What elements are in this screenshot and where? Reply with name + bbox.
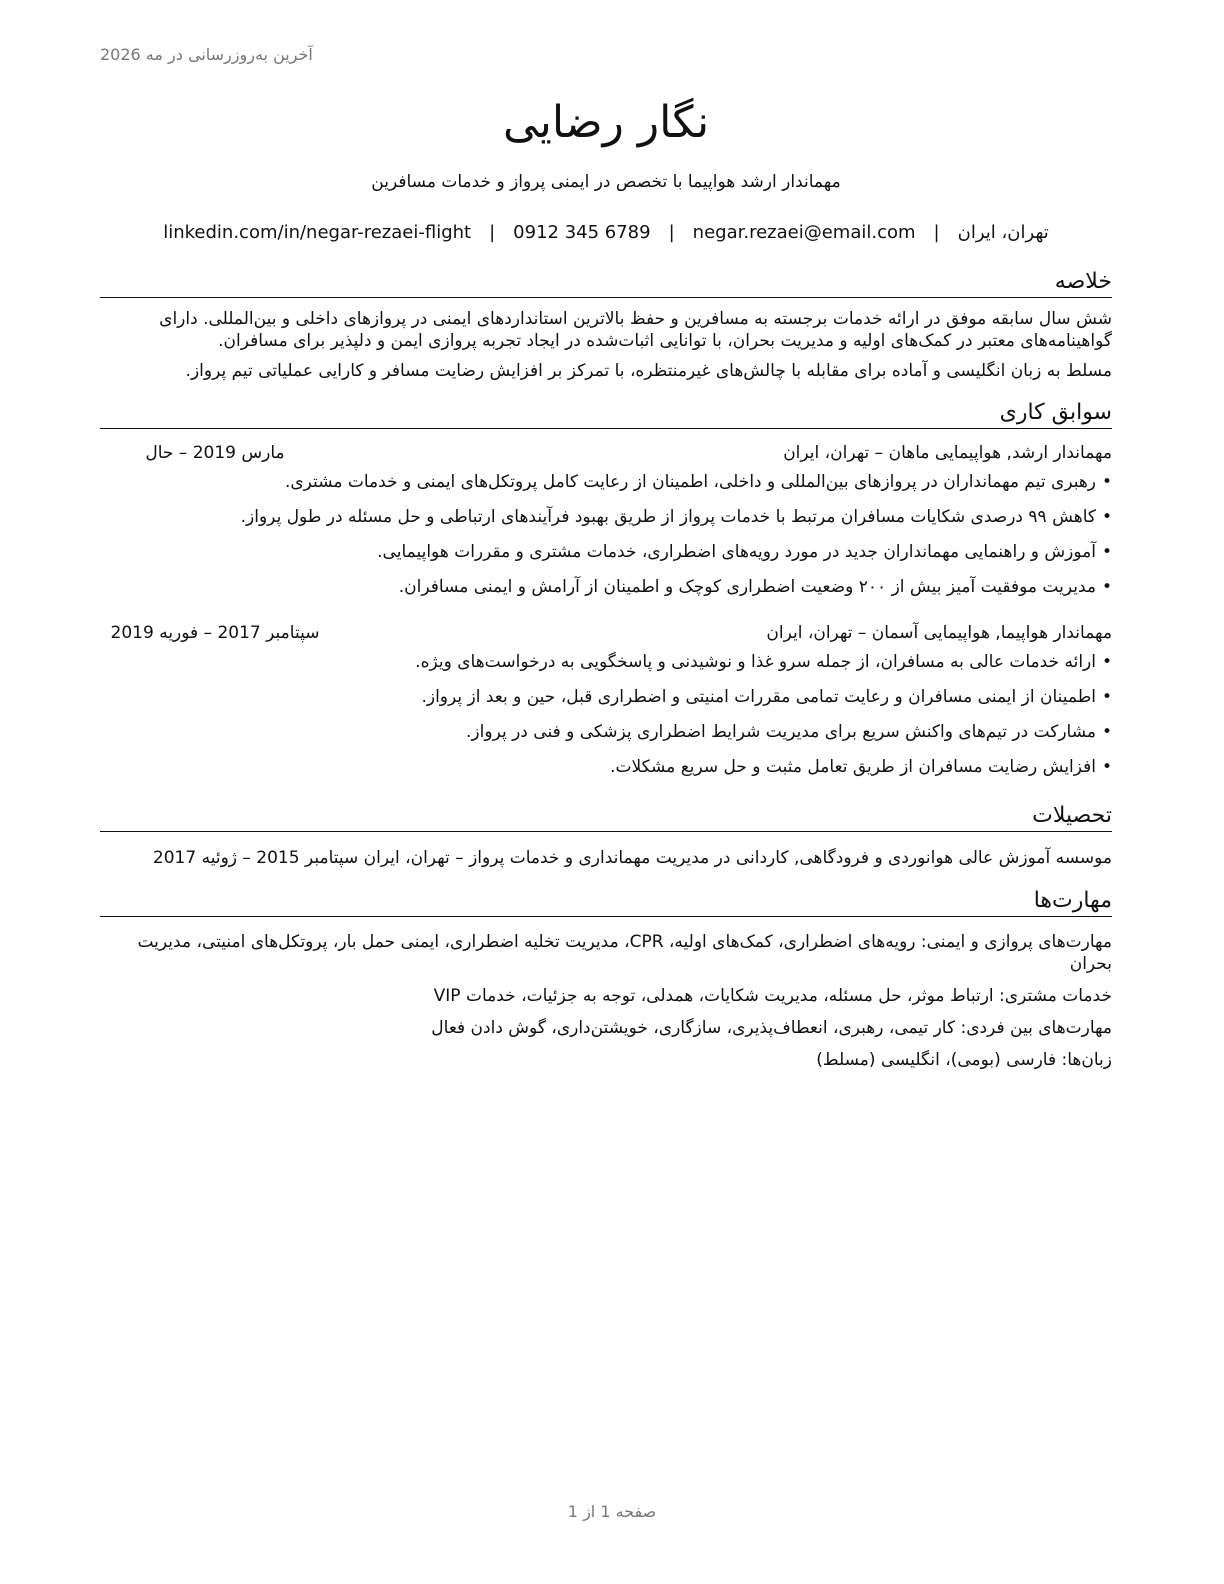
skill-label: زبان‌ها : [1056, 1050, 1112, 1070]
skills-section [100, 886, 1112, 1071]
last-updated-note: آخرین به‌روزرسانی در مه 2026 [100, 45, 313, 64]
contact-location: تهران، ایران [957, 222, 1049, 243]
skill-value: فارسی (بومی)، انگلیسی (مسلط) [816, 1050, 1057, 1070]
summary-section [100, 267, 1112, 382]
list-item: • مدیریت موفقیت آمیز بیش از ۲۰۰ وضعیت اضطراری کوچک و اطمینان از آرامش و ایمنی مسافران. [100, 575, 1112, 599]
list-item: • ارائه خدمات عالی به مسافران، از جمله سرو غذا و نوشیدنی و پاسخگویی به درخواست‌های ویژه. [100, 650, 1112, 674]
job-bullets [100, 650, 1112, 779]
job-title: مهماندار ارشد, هواپیمایی ماهان – تهران، ایران [783, 443, 1112, 463]
resume-page [100, 95, 1112, 1071]
job-dates: مارس 2019 – حال [145, 443, 285, 463]
skill-value: ارتباط موثر، حل مسئله، مدیریت شکایات، همدلی، توجه به جزئیات، خدمات VIP [433, 986, 994, 1006]
education-heading: تحصیلات [100, 801, 1112, 832]
contact-email[interactable]: negar.rezaei@email.com [692, 222, 916, 243]
summary-heading: خلاصه [100, 267, 1112, 298]
experience-section [100, 398, 1112, 779]
skill-label: مهارت‌های پروازی و ایمنی : [916, 932, 1113, 952]
job-entry [100, 441, 1112, 599]
experience-heading: سوابق کاری [100, 398, 1112, 429]
candidate-title: مهماندار ارشد هواپیما با تخصص در ایمنی پرواز و خدمات مسافرین [371, 172, 841, 192]
skills-list [100, 931, 1112, 1071]
job-entry [100, 621, 1112, 779]
contact-separator: | [668, 222, 675, 243]
skill-line [100, 1049, 1112, 1071]
list-item: • کاهش ۹۹ درصدی شکایات مسافران مرتبط با خدمات پرواز از طریق بهبود فرآیندهای ارتباطی و حل مسئله در طول پرواز. [100, 505, 1112, 529]
contact-linkedin[interactable]: linkedin.com/in/negar-rezaei-flight [163, 222, 472, 243]
skill-label: مهارت‌های بین فردی : [955, 1018, 1112, 1038]
job-title: مهماندار هواپیما, هواپیمایی آسمان – تهران، ایران [766, 623, 1112, 643]
candidate-name: نگار رضایی [502, 97, 710, 148]
contact-separator: | [489, 222, 496, 243]
education-entry: موسسه آموزش عالی هوانوردی و فرودگاهی, کاردانی در مدیریت مهمانداری و خدمات پرواز – تهران، ایران سپتامبر 2015 – ژوئیه 2017 [152, 848, 1112, 868]
summary-paragraph: شش سال سابقه موفق در ارائه خدمات برجسته به مسافرین و حفظ بالاترین استانداردهای ایمنی در پروازهای داخلی و بین‌المللی. دارای گواهینامه‌های معتبر در کمک‌های اولیه و مدیریت بحران، با توانایی اثبات‌شده در ایجاد تجربه پروازی ایمن و دلپذیر برای مسافران. [159, 309, 1112, 351]
education-section [100, 801, 1112, 870]
contact-line [100, 219, 1112, 247]
skill-line [100, 1017, 1112, 1039]
skills-heading: مهارت‌ها [100, 886, 1112, 917]
job-header [100, 621, 1112, 645]
page-number: صفحه 1 از 1 [567, 1502, 657, 1521]
contact-separator: | [933, 222, 940, 243]
list-item: • اطمینان از ایمنی مسافران و رعایت تمامی مقررات امنیتی و اضطراری قبل، حین و بعد از پرواز. [100, 685, 1112, 709]
contact-phone[interactable]: 0912 345 6789 [513, 222, 651, 243]
skill-label: خدمات مشتری : [994, 986, 1112, 1006]
skill-value: رویه‌های اضطراری، کمک‌های اولیه، CPR، مدیریت تخلیه اضطراری، ایمنی حمل بار، پروتکل‌های امنیتی، مدیریت بحران [137, 932, 1112, 974]
summary-paragraph: مسلط به زبان انگلیسی و آماده برای مقابله با چالش‌های غیرمنتظره، با تمرکز بر افزایش رضایت مسافر و کارایی عملیاتی تیم پرواز. [185, 361, 1112, 381]
list-item: • افزایش رضایت مسافران از طریق تعامل مثبت و حل سریع مشکلات. [100, 755, 1112, 779]
list-item: • رهبری تیم مهمانداران در پروازهای بین‌المللی و داخلی، اطمینان از رعایت کامل پروتکل‌های ایمنی و خدمات مشتری. [100, 470, 1112, 494]
skill-line [100, 931, 1112, 975]
skill-line [100, 985, 1112, 1007]
job-dates: سپتامبر 2017 – فوریه 2019 [110, 623, 320, 643]
skill-value: کار تیمی، رهبری، انعطاف‌پذیری، سازگاری، خویشتن‌داری، گوش دادن فعال [431, 1018, 956, 1038]
job-bullets [100, 470, 1112, 599]
job-header [100, 441, 1112, 465]
list-item: • آموزش و راهنمایی مهمانداران جدید در مورد رویه‌های اضطراری، خدمات مشتری و مقررات هواپیمایی. [100, 540, 1112, 564]
list-item: • مشارکت در تیم‌های واکنش سریع برای مدیریت شرایط اضطراری پزشکی و فنی در پرواز. [100, 720, 1112, 744]
